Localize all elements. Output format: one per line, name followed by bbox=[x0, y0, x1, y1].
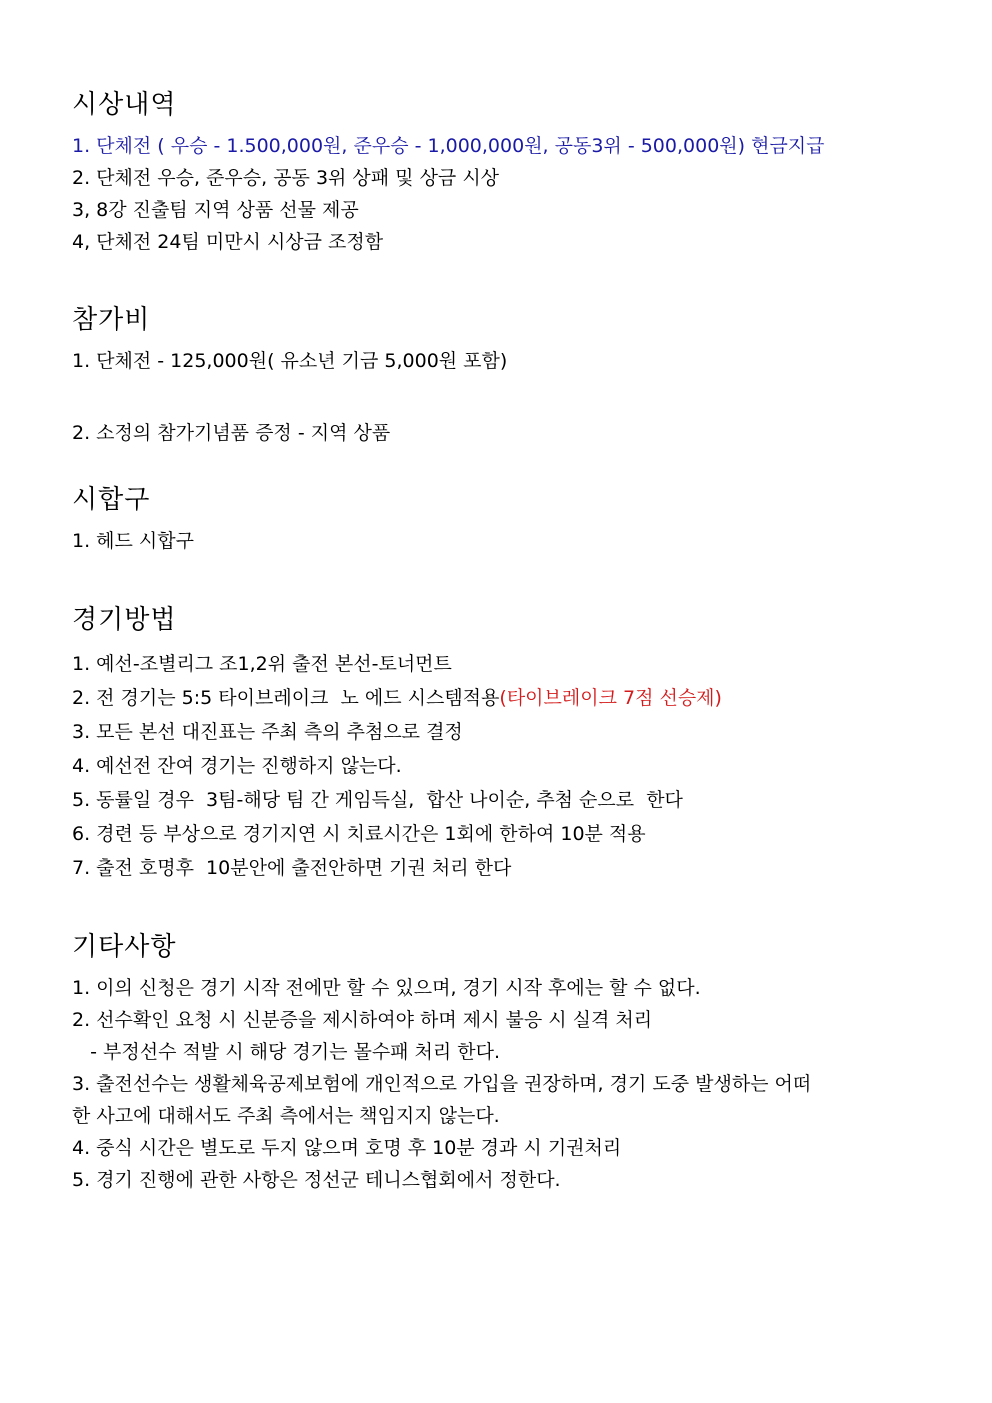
method-item-3: 3. 모든 본선 대진표는 주최 측의 추첨으로 결정 bbox=[72, 721, 463, 743]
ball-heading: 시합구 bbox=[72, 485, 151, 515]
awards-item-2: 2. 단체전 우승, 준우승, 공동 3위 상패 및 상금 시상 bbox=[72, 167, 500, 189]
method-item-2 bbox=[72, 681, 932, 715]
awards-section bbox=[72, 90, 932, 258]
awards-item-3: 3, 8강 진출팀 지역 상품 선물 제공 bbox=[72, 199, 359, 221]
ball-section bbox=[72, 485, 932, 557]
fee-item-2: 2. 소정의 참가기념품 증정 - 지역 상품 bbox=[72, 422, 391, 444]
method-item-5: 5. 동률일 경우 3팀-해당 팀 간 게임득실, 합산 나이순, 추첨 순으로 한다 bbox=[72, 789, 683, 811]
etc-item-2: 2. 선수확인 요청 시 신분증을 제시하여야 하며 제시 불응 시 실격 처리 bbox=[72, 1009, 653, 1031]
fee-section bbox=[72, 305, 932, 449]
method-heading: 경기방법 bbox=[72, 605, 177, 635]
method-section bbox=[72, 605, 932, 885]
method-item-2-highlight: (타이브레이크 7점 선승제) bbox=[499, 687, 722, 709]
etc-item-2-sub: - 부정선수 적발 시 해당 경기는 몰수패 처리 한다. bbox=[72, 1041, 501, 1063]
fee-heading: 참가비 bbox=[72, 305, 151, 335]
method-item-7: 7. 출전 호명후 10분안에 출전안하면 기권 처리 한다 bbox=[72, 857, 512, 879]
fee-item-1: 1. 단체전 - 125,000원( 유소년 기금 5,000원 포함) bbox=[72, 350, 508, 372]
awards-heading: 시상내역 bbox=[72, 90, 177, 120]
etc-item-4: 4. 중식 시간은 별도로 두지 않으며 호명 후 10분 경과 시 기권처리 bbox=[72, 1137, 622, 1159]
etc-heading: 기타사항 bbox=[72, 932, 177, 962]
ball-item-1: 1. 헤드 시합구 bbox=[72, 530, 194, 552]
awards-item-1: 1. 단체전 ( 우승 - 1.500,000원, 준우승 - 1,000,000원, 공동3위 - 500,000원) 현금지급 bbox=[72, 135, 825, 157]
awards-item-4: 4, 단체전 24팀 미만시 시상금 조정함 bbox=[72, 231, 384, 253]
method-item-6: 6. 경련 등 부상으로 경기지연 시 치료시간은 1회에 한하여 10분 적용 bbox=[72, 823, 646, 845]
method-item-2-text: 2. 전 경기는 5:5 타이브레이크 노 에드 시스템적용 bbox=[72, 687, 500, 709]
method-item-4: 4. 예선전 잔여 경기는 진행하지 않는다. bbox=[72, 755, 402, 777]
method-item-1: 1. 예선-조별리그 조1,2위 출전 본선-토너먼트 bbox=[72, 653, 452, 675]
etc-item-3-cont: 한 사고에 대해서도 주최 측에서는 책임지지 않는다. bbox=[72, 1105, 500, 1127]
etc-section bbox=[72, 932, 932, 1196]
etc-item-3: 3. 출전선수는 생활체육공제보험에 개인적으로 가입을 권장하며, 경기 도중 발생하는 어떠 bbox=[72, 1073, 812, 1095]
etc-item-5: 5. 경기 진행에 관한 사항은 정선군 테니스협회에서 정한다. bbox=[72, 1169, 561, 1191]
etc-item-1: 1. 이의 신청은 경기 시작 전에만 할 수 있으며, 경기 시작 후에는 할 수 없다. bbox=[72, 977, 701, 999]
